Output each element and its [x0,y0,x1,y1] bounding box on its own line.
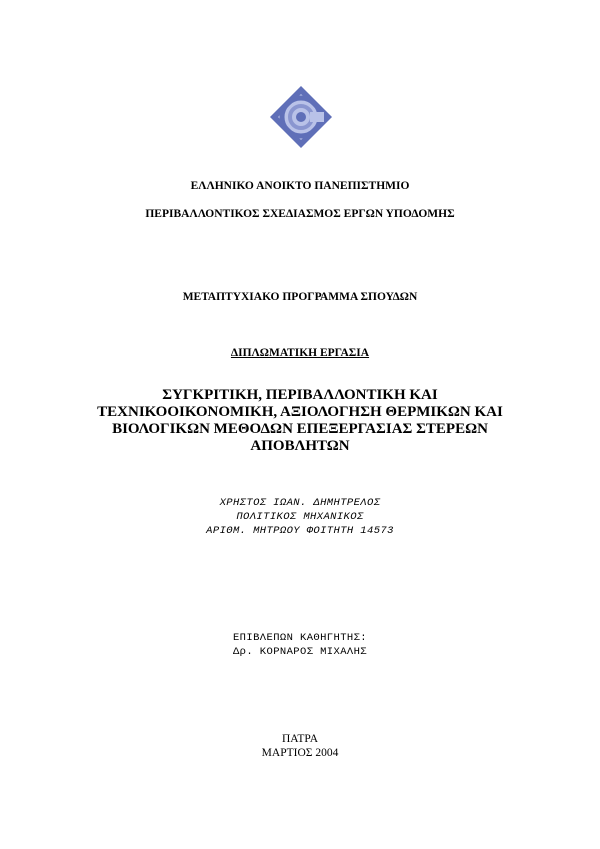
author-name: ΧΡΗΣΤΟΣ ΙΩΑΝ. ΔΗΜΗΤΡΕΛΟΣ [219,497,381,509]
program-name: ΠΕΡΙΒΑΛΛΟΝΤΙΚΟΣ ΣΧΕΔΙΑΣΜΟΣ ΕΡΓΩΝ ΥΠΟΔΟΜΗΣ [145,208,455,220]
city: ΠΑΤΡΑ [281,733,319,745]
date: ΜΑΡΤΙΟΣ 2004 [261,747,339,759]
logo-ring-gap [310,112,324,122]
supervisor-name: Δρ. ΚΟΡΝΑΡΟΣ ΜΙΧΑΛΗΣ [232,646,368,658]
university-name: ΕΛΛΗΝΙΚΟ ΑΝΟΙΚΤΟ ΠΑΝΕΠΙΣΤΗΜΙΟ [190,180,410,192]
title-line: ΒΙΟΛΟΓΙΚΩΝ ΜΕΘΟΔΩΝ ΕΠΕΞΕΡΓΑΣΙΑΣ ΣΤΕΡΕΩΝ [112,421,488,437]
logo-center [296,112,306,122]
title-line: ΑΠΟΒΛΗΤΩΝ [250,438,350,454]
title-line: ΣΥΓΚΡΙΤΙΚΗ, ΠΕΡΙΒΑΛΛΟΝΤΙΚΗ ΚΑΙ [162,387,438,403]
title-line: ΤΕΧΝΙΚΟΟΙΚΟΝΟΜΙΚΗ, ΑΞΙΟΛΟΓΗΣΗ ΘΕΡΜΙΚΩΝ ΚΑΙ [97,404,503,420]
author-profession: ΠΟΛΙΤΙΚΟΣ ΜΗΧΑΝΙΚΟΣ [236,511,364,523]
author-student-id: ΑΡΙΘΜ. ΜΗΤΡΩΟΥ ΦΟΙΤΗΤΗ 14573 [206,525,394,537]
supervisor-label: ΕΠΙΒΛΕΠΩΝ ΚΑΘΗΓΗΤΗΣ: [232,632,368,644]
document-type: ΔΙΠΛΩΜΑΤΙΚΗ ΕΡΓΑΣΙΑ [230,347,370,359]
university-logo [268,84,334,150]
study-program: ΜΕΤΑΠΤΥΧΙΑΚΟ ΠΡΟΓΡΑΜΜΑ ΣΠΟΥΔΩΝ [182,291,418,303]
